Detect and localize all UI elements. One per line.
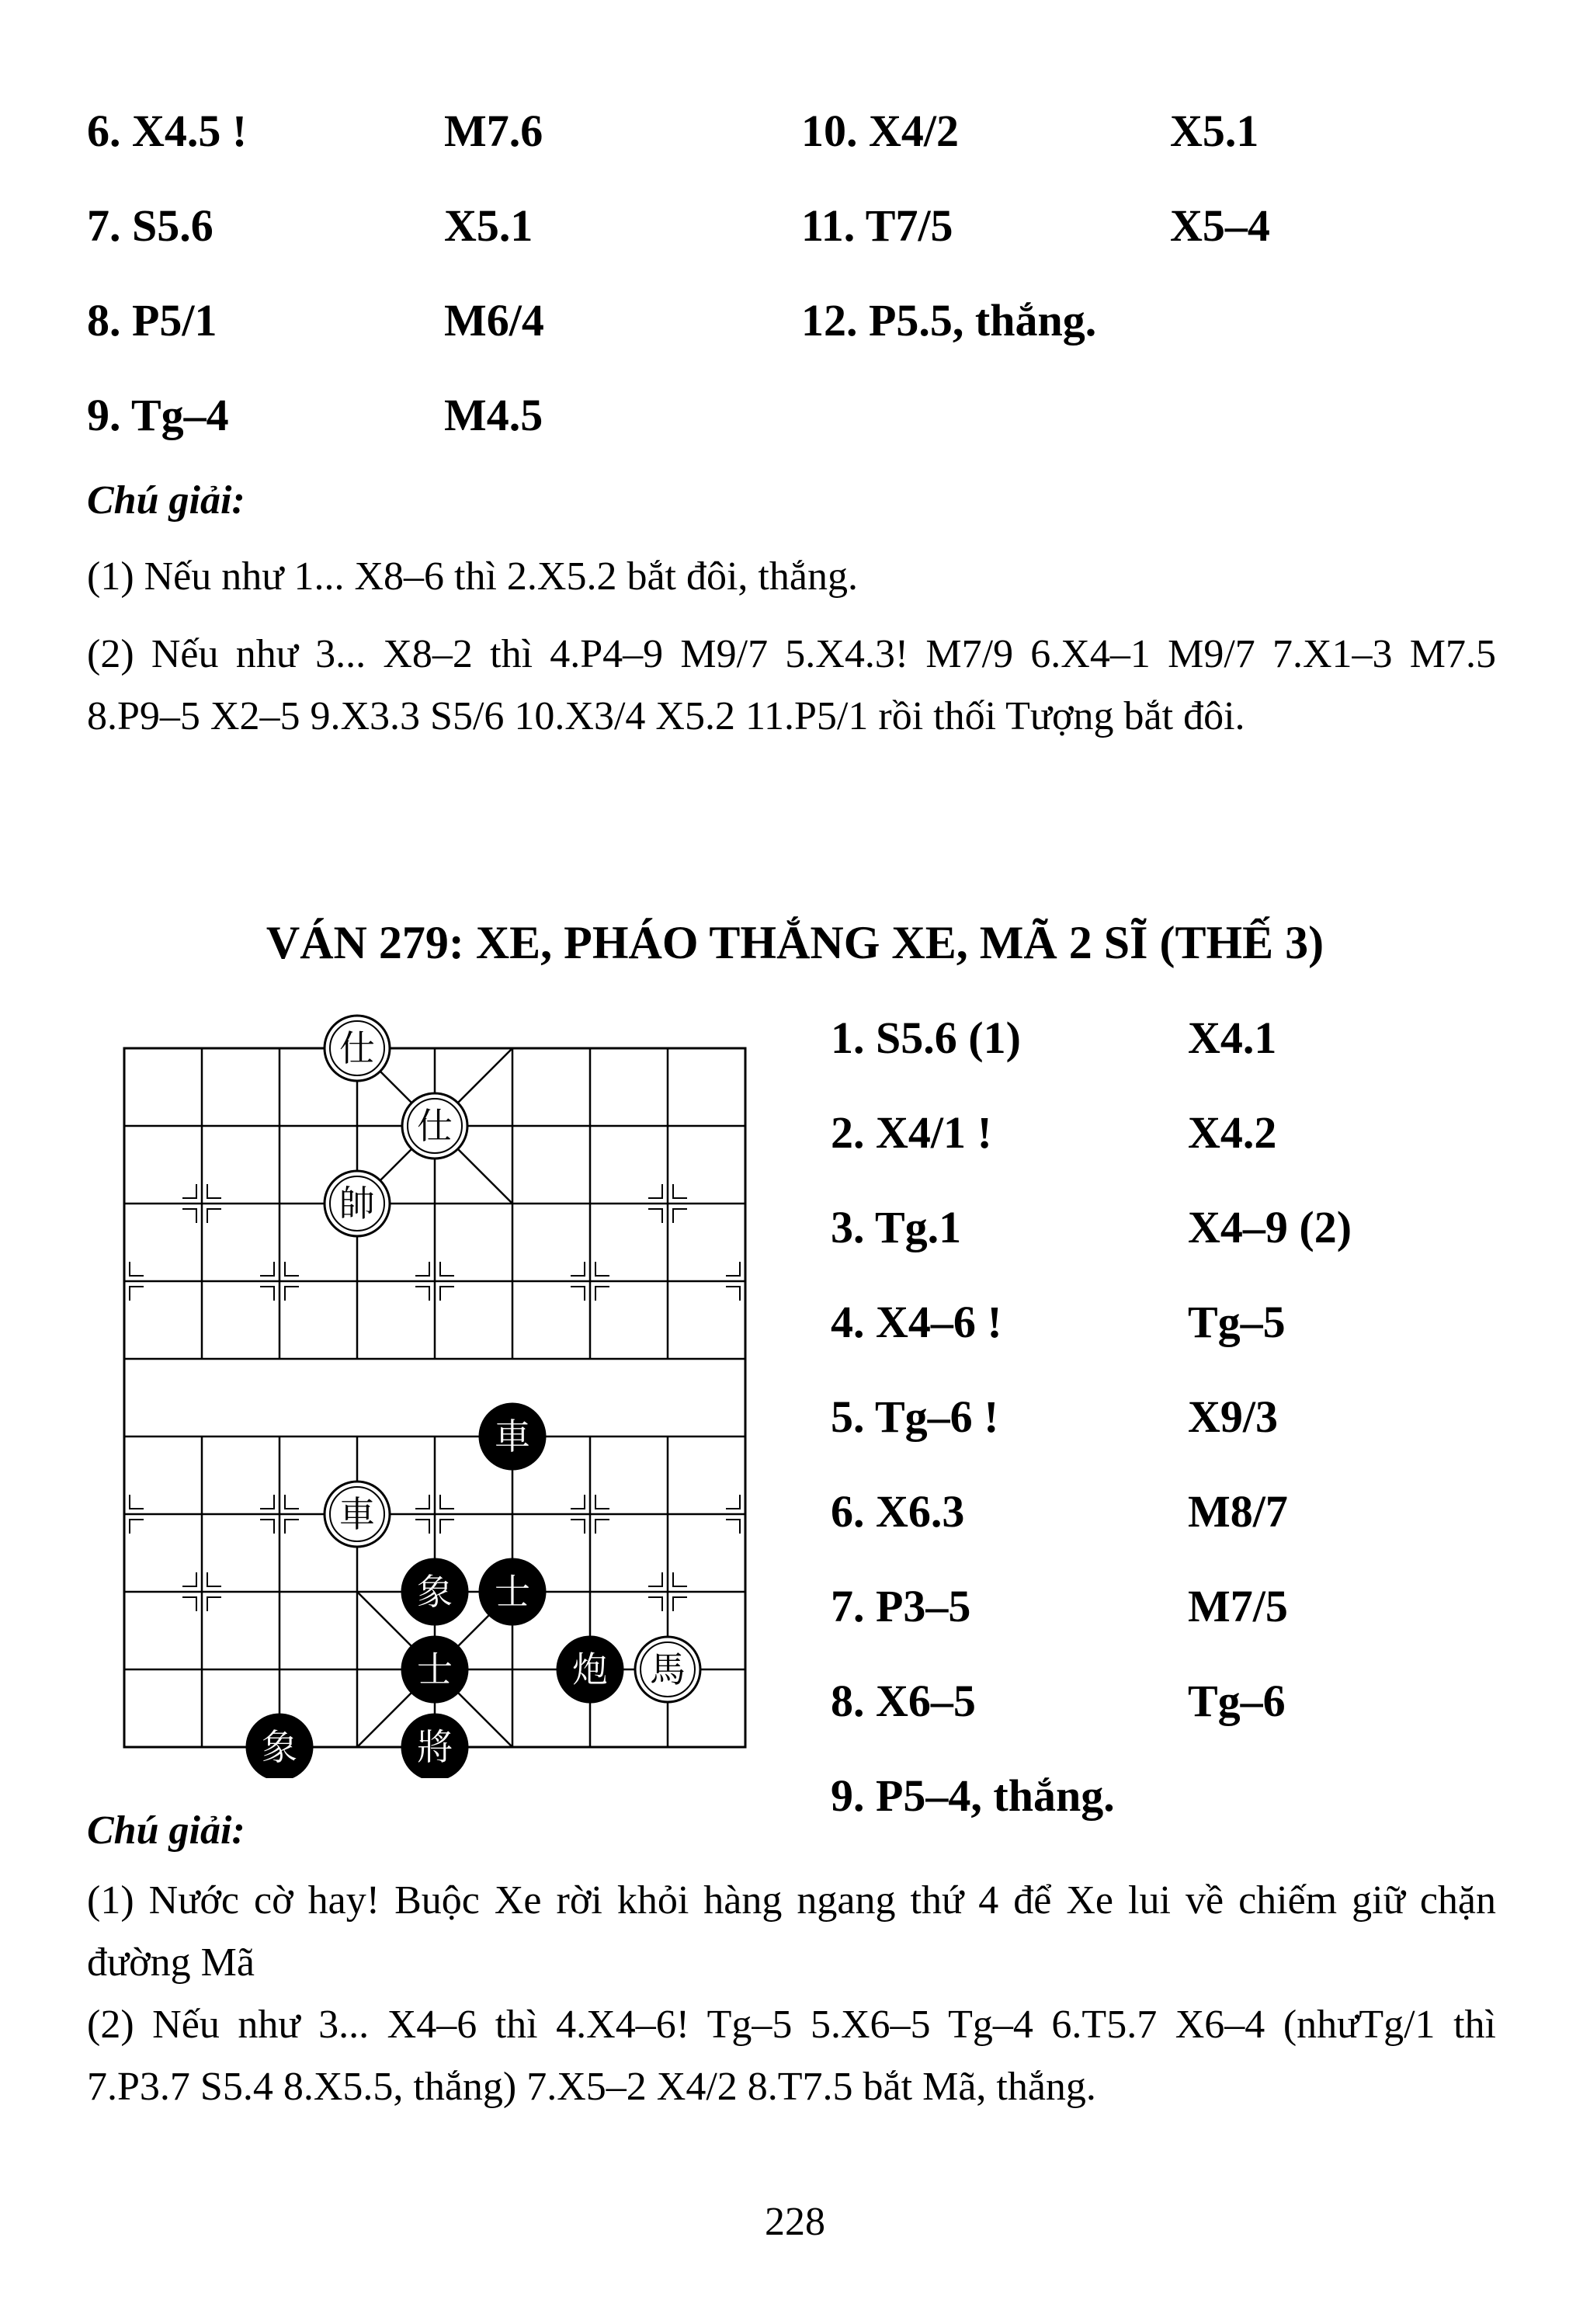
position-marker <box>595 1495 609 1509</box>
position-marker <box>440 1262 454 1276</box>
position-marker <box>415 1262 429 1276</box>
red-move: 9. Tg–4 <box>87 390 229 440</box>
position-marker <box>207 1209 221 1223</box>
position-marker <box>260 1262 274 1276</box>
position-marker <box>595 1287 609 1301</box>
page-number: 228 <box>765 2200 825 2244</box>
position-marker <box>207 1184 221 1198</box>
note-paragraph: (2) Nếu như 3... X4–6 thì 4.X4–6! Tg–5 5.X6–5 Tg–4 6.T5.7 X6–4 (nhưTg/1 thì 7.P3.7 S5.4 8.X5.5, thắng) 7.X5–2 X4/2 8.T7.5 bắt Mã, thắng. <box>87 2003 1496 2109</box>
position-marker <box>648 1184 662 1198</box>
piece-label: 帥 <box>339 1183 375 1225</box>
black-move: X9/3 <box>1188 1391 1278 1442</box>
black-move: Tg–5 <box>1188 1297 1286 1347</box>
black-move: Tg–6 <box>1188 1676 1286 1726</box>
note-paragraph: (2) Nếu như 3... X8–2 thì 4.P4–9 M9/7 5.X4.3! M7/9 6.X4–1 M9/7 7.X1–3 M7.5 8.P9–5 X2–5 9.X3.3 S5/6 10.X3/4 X5.2 11.P5/1 rồi thối Tượng bắt đôi. <box>87 632 1496 738</box>
red-move: 9. P5–4, thắng. <box>831 1770 1115 1821</box>
position-marker <box>726 1287 740 1301</box>
position-marker <box>207 1597 221 1611</box>
red-move: 6. X4.5 ! <box>87 106 248 156</box>
red-move: 7. P3–5 <box>831 1581 971 1631</box>
piece-label: 士 <box>417 1648 453 1690</box>
position-marker <box>595 1262 609 1276</box>
black-move: X4–9 (2) <box>1188 1202 1352 1252</box>
position-marker <box>285 1287 299 1301</box>
note-paragraph: (1) Nước cờ hay! Buộc Xe rời khỏi hàng ngang thứ 4 để Xe lui về chiếm giữ chặn đường Mã <box>87 1878 1496 1985</box>
black-move: X4.2 <box>1188 1107 1277 1158</box>
position-marker <box>726 1495 740 1509</box>
position-marker <box>648 1209 662 1223</box>
red-move: 2. X4/1 ! <box>831 1107 992 1158</box>
position-marker <box>571 1495 585 1509</box>
position-marker <box>207 1572 221 1586</box>
xiangqi-board <box>116 1002 769 1778</box>
piece-label: 象 <box>417 1571 453 1613</box>
red-move: 1. S5.6 (1) <box>831 1013 1021 1063</box>
position-marker <box>130 1520 144 1534</box>
position-marker <box>673 1184 687 1198</box>
position-marker <box>673 1572 687 1586</box>
position-marker <box>415 1520 429 1534</box>
red-move: 12. P5.5, thắng. <box>801 295 1097 346</box>
black-move: M8/7 <box>1188 1486 1288 1537</box>
position-marker <box>130 1262 144 1276</box>
position-marker <box>130 1495 144 1509</box>
position-marker <box>440 1495 454 1509</box>
position-marker <box>571 1520 585 1534</box>
position-marker <box>260 1520 274 1534</box>
position-marker <box>726 1262 740 1276</box>
black-move: X5.1 <box>1170 106 1259 156</box>
black-move: X5.1 <box>444 200 533 251</box>
position-marker <box>260 1287 274 1301</box>
position-marker <box>182 1597 196 1611</box>
red-move: 11. T7/5 <box>801 200 953 251</box>
position-marker <box>285 1262 299 1276</box>
piece-label: 將 <box>417 1726 453 1768</box>
position-marker <box>571 1287 585 1301</box>
position-marker <box>285 1495 299 1509</box>
black-move: X4.1 <box>1188 1013 1277 1063</box>
piece-label: 象 <box>262 1726 297 1768</box>
position-marker <box>571 1262 585 1276</box>
position-marker <box>182 1184 196 1198</box>
red-move: 7. S5.6 <box>87 200 214 251</box>
position-marker <box>648 1572 662 1586</box>
note-paragraph: (1) Nếu như 1... X8–6 thì 2.X5.2 bắt đôi, thắng. <box>87 554 858 599</box>
red-move: 5. Tg–6 ! <box>831 1391 999 1442</box>
piece-label: 車 <box>495 1416 530 1457</box>
red-move: 6. X6.3 <box>831 1486 965 1537</box>
black-move: M7.6 <box>444 106 543 156</box>
red-move: 8. X6–5 <box>831 1676 976 1726</box>
black-move: X5–4 <box>1170 200 1270 251</box>
red-move: 4. X4–6 ! <box>831 1297 1002 1347</box>
red-move: 8. P5/1 <box>87 295 217 346</box>
position-marker <box>673 1597 687 1611</box>
position-marker <box>415 1287 429 1301</box>
position-marker <box>130 1287 144 1301</box>
black-move: M7/5 <box>1188 1581 1288 1631</box>
piece-label: 仕 <box>339 1027 375 1069</box>
position-marker <box>182 1572 196 1586</box>
position-marker <box>440 1520 454 1534</box>
red-move: 10. X4/2 <box>801 106 959 156</box>
position-marker <box>260 1495 274 1509</box>
piece-label: 士 <box>495 1571 530 1613</box>
piece-label: 炮 <box>572 1648 608 1690</box>
piece-label: 馬 <box>650 1648 686 1690</box>
position-marker <box>726 1520 740 1534</box>
position-marker <box>285 1520 299 1534</box>
position-marker <box>673 1209 687 1223</box>
notes-heading: Chú giải: <box>87 478 245 523</box>
piece-label: 車 <box>339 1493 375 1535</box>
black-move: M4.5 <box>444 390 543 440</box>
position-marker <box>182 1209 196 1223</box>
position-marker <box>440 1287 454 1301</box>
notes-heading: Chú giải: <box>87 1808 245 1853</box>
position-marker <box>648 1597 662 1611</box>
position-marker <box>595 1520 609 1534</box>
game-title: VÁN 279: XE, PHÁO THẮNG XE, MÃ 2 SĨ (THẾ 3) <box>266 917 1324 968</box>
red-move: 3. Tg.1 <box>831 1202 962 1252</box>
piece-label: 仕 <box>417 1105 453 1147</box>
position-marker <box>415 1495 429 1509</box>
black-move: M6/4 <box>444 295 544 346</box>
